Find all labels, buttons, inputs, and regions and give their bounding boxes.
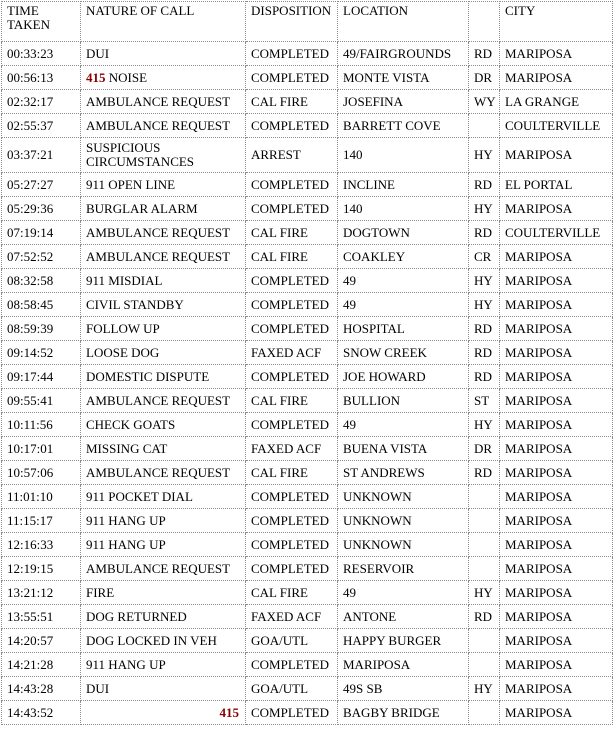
cell-location: 49S SB xyxy=(338,677,469,701)
cell-disposition: COMPLETED xyxy=(246,653,338,677)
cell-city: MARIPOSA xyxy=(500,245,613,269)
cell-time-taken: 14:43:52 xyxy=(2,701,81,725)
cell-location: 140 xyxy=(338,138,469,173)
cell-location: 49 xyxy=(338,581,469,605)
cell-street-suffix: DR xyxy=(469,437,500,461)
table-row xyxy=(2,173,613,197)
cell-disposition: COMPLETED xyxy=(246,701,338,725)
cell-city: MARIPOSA xyxy=(500,581,613,605)
table-row xyxy=(2,461,613,485)
cell-time-taken: 12:16:33 xyxy=(2,533,81,557)
cell-city: COULTERVILLE xyxy=(500,221,613,245)
table-row xyxy=(2,653,613,677)
cell-nature-of-call xyxy=(81,581,246,605)
cell-street-suffix: DR xyxy=(469,66,500,90)
cell-location: 49 xyxy=(338,413,469,437)
cell-street-suffix: HY xyxy=(469,138,500,173)
cell-location: BARRETT COVE xyxy=(338,114,469,138)
cell-street-suffix: HY xyxy=(469,677,500,701)
table-row xyxy=(2,293,613,317)
table-row xyxy=(2,269,613,293)
cell-disposition: FAXED ACF xyxy=(246,341,338,365)
header-row xyxy=(2,2,613,42)
cell-nature-of-call xyxy=(81,557,246,581)
cell-disposition: COMPLETED xyxy=(246,66,338,90)
cell-city: MARIPOSA xyxy=(500,437,613,461)
table-row xyxy=(2,197,613,221)
cell-street-suffix: RD xyxy=(469,341,500,365)
cell-nature-of-call xyxy=(81,269,246,293)
nature-text: DOMESTIC DISPUTE xyxy=(86,368,210,384)
table-row xyxy=(2,114,613,138)
table-row xyxy=(2,677,613,701)
nature-text: NOISE xyxy=(108,69,148,85)
cell-location: UNKNOWN xyxy=(338,485,469,509)
cell-disposition: CAL FIRE xyxy=(246,245,338,269)
cell-street-suffix: HY xyxy=(469,413,500,437)
cell-disposition: ARREST xyxy=(246,138,338,173)
cell-time-taken: 14:20:57 xyxy=(2,629,81,653)
header-disposition: DISPOSITION xyxy=(246,2,338,42)
cell-disposition: CAL FIRE xyxy=(246,389,338,413)
cell-location: SNOW CREEK xyxy=(338,341,469,365)
table-row xyxy=(2,389,613,413)
cell-street-suffix: RD xyxy=(469,173,500,197)
cell-disposition: COMPLETED xyxy=(246,509,338,533)
cell-location: 49 xyxy=(338,269,469,293)
cell-disposition: COMPLETED xyxy=(246,557,338,581)
cell-street-suffix: HY xyxy=(469,581,500,605)
table-row xyxy=(2,317,613,341)
cell-city: MARIPOSA xyxy=(500,42,613,66)
cell-city: MARIPOSA xyxy=(500,557,613,581)
cell-city: MARIPOSA xyxy=(500,629,613,653)
cell-nature-of-call xyxy=(81,293,246,317)
nature-text: AMBULANCE REQUEST xyxy=(86,93,231,109)
cell-location: BAGBY BRIDGE xyxy=(338,701,469,725)
nature-text: DOG LOCKED IN VEH xyxy=(86,632,217,648)
cell-disposition: COMPLETED xyxy=(246,413,338,437)
cell-city: MARIPOSA xyxy=(500,485,613,509)
cell-city: MARIPOSA xyxy=(500,365,613,389)
call-code: 415 xyxy=(86,69,106,85)
cell-location: JOSEFINA xyxy=(338,90,469,114)
table-row xyxy=(2,437,613,461)
cell-nature-of-call xyxy=(81,605,246,629)
nature-text: LOOSE DOG xyxy=(86,344,160,360)
cell-nature-of-call xyxy=(81,509,246,533)
table-row xyxy=(2,90,613,114)
cell-location: ST ANDREWS xyxy=(338,461,469,485)
cell-nature-of-call xyxy=(81,221,246,245)
cell-location: DOGTOWN xyxy=(338,221,469,245)
cell-city: MARIPOSA xyxy=(500,653,613,677)
cell-time-taken: 10:57:06 xyxy=(2,461,81,485)
cell-city: MARIPOSA xyxy=(500,389,613,413)
cell-disposition: CAL FIRE xyxy=(246,581,338,605)
cell-disposition: COMPLETED xyxy=(246,365,338,389)
nature-text: SUSPICIOUS CIRCUMSTANCES xyxy=(86,140,195,169)
table-row xyxy=(2,245,613,269)
cell-time-taken: 03:37:21 xyxy=(2,138,81,173)
nature-text: MISSING CAT xyxy=(86,440,168,456)
cell-time-taken: 10:11:56 xyxy=(2,413,81,437)
cell-location: HOSPITAL xyxy=(338,317,469,341)
cell-street-suffix: CR xyxy=(469,245,500,269)
cell-time-taken: 00:33:23 xyxy=(2,42,81,66)
cell-city: MARIPOSA xyxy=(500,413,613,437)
cell-time-taken: 09:17:44 xyxy=(2,365,81,389)
table-row xyxy=(2,221,613,245)
cell-city: EL PORTAL xyxy=(500,173,613,197)
header-nature-of-call: NATURE OF CALL xyxy=(81,2,246,42)
nature-text: DOG RETURNED xyxy=(86,608,187,624)
cell-street-suffix: HY xyxy=(469,293,500,317)
nature-text: AMBULANCE REQUEST xyxy=(86,464,231,480)
cell-location: UNKNOWN xyxy=(338,533,469,557)
cell-time-taken: 13:21:12 xyxy=(2,581,81,605)
cell-nature-of-call xyxy=(81,365,246,389)
table-row xyxy=(2,42,613,66)
cell-time-taken: 07:19:14 xyxy=(2,221,81,245)
cell-nature-of-call xyxy=(81,245,246,269)
cell-time-taken: 08:59:39 xyxy=(2,317,81,341)
cell-disposition: COMPLETED xyxy=(246,269,338,293)
cell-time-taken: 05:27:27 xyxy=(2,173,81,197)
cell-location: MARIPOSA xyxy=(338,653,469,677)
cell-street-suffix: RD xyxy=(469,461,500,485)
cell-location: BULLION xyxy=(338,389,469,413)
cell-nature-of-call xyxy=(81,413,246,437)
cell-street-suffix xyxy=(469,509,500,533)
cell-time-taken: 09:55:41 xyxy=(2,389,81,413)
cell-time-taken: 14:43:28 xyxy=(2,677,81,701)
nature-text: AMBULANCE REQUEST xyxy=(86,117,231,133)
cell-city: MARIPOSA xyxy=(500,461,613,485)
table-row xyxy=(2,341,613,365)
cell-nature-of-call xyxy=(81,114,246,138)
cell-disposition: COMPLETED xyxy=(246,114,338,138)
cell-location: UNKNOWN xyxy=(338,509,469,533)
cell-nature-of-call xyxy=(81,701,246,725)
cell-street-suffix xyxy=(469,701,500,725)
cell-time-taken: 08:58:45 xyxy=(2,293,81,317)
cell-nature-of-call xyxy=(81,677,246,701)
cell-street-suffix: RD xyxy=(469,365,500,389)
nature-text: FOLLOW UP xyxy=(86,320,160,336)
cell-disposition: COMPLETED xyxy=(246,197,338,221)
cell-location: RESERVOIR xyxy=(338,557,469,581)
nature-text: BURGLAR ALARM xyxy=(86,200,198,216)
cell-time-taken: 08:32:58 xyxy=(2,269,81,293)
cell-street-suffix xyxy=(469,114,500,138)
cell-location: BUENA VISTA xyxy=(338,437,469,461)
cell-disposition: COMPLETED xyxy=(246,293,338,317)
cell-city: MARIPOSA xyxy=(500,509,613,533)
cell-disposition: COMPLETED xyxy=(246,317,338,341)
cell-time-taken: 10:17:01 xyxy=(2,437,81,461)
nature-text: AMBULANCE REQUEST xyxy=(86,224,231,240)
cell-time-taken: 11:01:10 xyxy=(2,485,81,509)
cell-location: ANTONE xyxy=(338,605,469,629)
cell-city: COULTERVILLE xyxy=(500,114,613,138)
cell-disposition: COMPLETED xyxy=(246,485,338,509)
cell-nature-of-call xyxy=(81,653,246,677)
nature-text: AMBULANCE REQUEST xyxy=(86,392,231,408)
table-row xyxy=(2,557,613,581)
cell-nature-of-call xyxy=(81,90,246,114)
cell-disposition: COMPLETED xyxy=(246,173,338,197)
cell-location: COAKLEY xyxy=(338,245,469,269)
table-row xyxy=(2,413,613,437)
cell-city: MARIPOSA xyxy=(500,533,613,557)
cell-disposition: CAL FIRE xyxy=(246,461,338,485)
cell-time-taken: 14:21:28 xyxy=(2,653,81,677)
cell-time-taken: 00:56:13 xyxy=(2,66,81,90)
cell-disposition: CAL FIRE xyxy=(246,221,338,245)
cell-location: INCLINE xyxy=(338,173,469,197)
cell-city: MARIPOSA xyxy=(500,66,613,90)
table-row xyxy=(2,365,613,389)
cell-time-taken: 02:55:37 xyxy=(2,114,81,138)
table-row xyxy=(2,138,613,173)
cell-location: 49/FAIRGROUNDS xyxy=(338,42,469,66)
cell-city: MARIPOSA xyxy=(500,269,613,293)
cell-time-taken: 07:52:52 xyxy=(2,245,81,269)
cell-disposition: GOA/UTL xyxy=(246,677,338,701)
cell-street-suffix: RD xyxy=(469,42,500,66)
cell-nature-of-call xyxy=(81,485,246,509)
header-location: LOCATION xyxy=(338,2,469,42)
cell-location: HAPPY BURGER xyxy=(338,629,469,653)
cell-street-suffix xyxy=(469,653,500,677)
nature-text: 911 HANG UP xyxy=(86,536,166,552)
cell-city: MARIPOSA xyxy=(500,701,613,725)
cell-time-taken: 13:55:51 xyxy=(2,605,81,629)
cell-city: LA GRANGE xyxy=(500,90,613,114)
cell-nature-of-call xyxy=(81,437,246,461)
nature-text: 911 HANG UP xyxy=(86,512,166,528)
cell-location: 140 xyxy=(338,197,469,221)
cell-city: MARIPOSA xyxy=(500,341,613,365)
cell-nature-of-call xyxy=(81,138,246,173)
table-row xyxy=(2,485,613,509)
cell-street-suffix: RD xyxy=(469,221,500,245)
cell-disposition: COMPLETED xyxy=(246,533,338,557)
cell-location: 49 xyxy=(338,293,469,317)
cell-street-suffix xyxy=(469,485,500,509)
table-row xyxy=(2,509,613,533)
cell-street-suffix: RD xyxy=(469,605,500,629)
table-row xyxy=(2,66,613,90)
cell-city: MARIPOSA xyxy=(500,317,613,341)
header-time-taken: TIME TAKEN xyxy=(2,2,81,42)
nature-text: CIVIL STANDBY xyxy=(86,296,184,312)
call-log-body xyxy=(2,42,613,725)
cell-nature-of-call xyxy=(81,317,246,341)
cell-city: MARIPOSA xyxy=(500,677,613,701)
cell-time-taken: 11:15:17 xyxy=(2,509,81,533)
nature-text: FIRE xyxy=(86,584,115,600)
cell-nature-of-call xyxy=(81,42,246,66)
nature-text: AMBULANCE REQUEST xyxy=(86,560,231,576)
cell-street-suffix: HY xyxy=(469,197,500,221)
nature-text: DUI xyxy=(86,45,110,61)
cell-street-suffix: WY xyxy=(469,90,500,114)
cell-street-suffix xyxy=(469,557,500,581)
cell-nature-of-call xyxy=(81,173,246,197)
nature-text: CHECK GOATS xyxy=(86,416,176,432)
call-log-table xyxy=(1,1,613,725)
cell-disposition: COMPLETED xyxy=(246,42,338,66)
cell-street-suffix: ST xyxy=(469,389,500,413)
cell-disposition: CAL FIRE xyxy=(246,90,338,114)
nature-text: 911 MISDIAL xyxy=(86,272,163,288)
nature-text: AMBULANCE REQUEST xyxy=(86,248,231,264)
table-row xyxy=(2,581,613,605)
cell-city: MARIPOSA xyxy=(500,197,613,221)
cell-location: MONTE VISTA xyxy=(338,66,469,90)
cell-city: MARIPOSA xyxy=(500,605,613,629)
cell-nature-of-call xyxy=(81,66,246,90)
header-city: CITY xyxy=(500,2,613,42)
cell-street-suffix: HY xyxy=(469,269,500,293)
nature-text: DUI xyxy=(86,680,110,696)
cell-disposition: FAXED ACF xyxy=(246,605,338,629)
cell-nature-of-call xyxy=(81,341,246,365)
cell-nature-of-call xyxy=(81,461,246,485)
cell-nature-of-call xyxy=(81,533,246,557)
cell-city: MARIPOSA xyxy=(500,293,613,317)
table-row xyxy=(2,533,613,557)
cell-disposition: GOA/UTL xyxy=(246,629,338,653)
cell-nature-of-call xyxy=(81,629,246,653)
nature-text: 911 HANG UP xyxy=(86,656,166,672)
call-code: 415 xyxy=(219,704,239,720)
nature-text: 911 OPEN LINE xyxy=(86,176,176,192)
table-row xyxy=(2,605,613,629)
cell-street-suffix: RD xyxy=(469,317,500,341)
cell-time-taken: 12:19:15 xyxy=(2,557,81,581)
cell-location: JOE HOWARD xyxy=(338,365,469,389)
cell-time-taken: 05:29:36 xyxy=(2,197,81,221)
table-row xyxy=(2,629,613,653)
cell-time-taken: 09:14:52 xyxy=(2,341,81,365)
table-row xyxy=(2,701,613,725)
cell-street-suffix xyxy=(469,629,500,653)
cell-nature-of-call xyxy=(81,389,246,413)
cell-nature-of-call xyxy=(81,197,246,221)
cell-city: MARIPOSA xyxy=(500,138,613,173)
cell-street-suffix xyxy=(469,533,500,557)
header-street-suffix xyxy=(469,2,500,42)
cell-time-taken: 02:32:17 xyxy=(2,90,81,114)
nature-text: 911 POCKET DIAL xyxy=(86,488,193,504)
cell-disposition: FAXED ACF xyxy=(246,437,338,461)
